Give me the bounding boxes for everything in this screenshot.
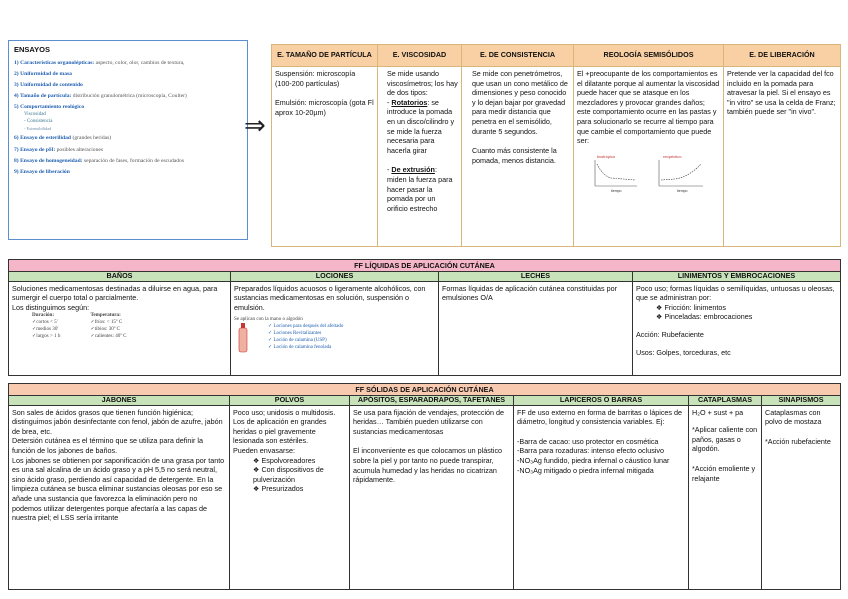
ensayo-item-1: 1) Características organolépticas: aspecto, color, olor, cambios de textura, xyxy=(14,60,185,66)
cataplasmas-p3: *Acción emoliente y relajante xyxy=(692,463,756,483)
graph2-curve xyxy=(661,164,701,180)
cell-sinapismos xyxy=(762,405,841,589)
consistencia-penetrometro: Se mide con penetrómetros, que usan un cono metálico de dimensiones y peso conocido y lo dejan bajar por gravedad para medir distancia que penetra en el semisólido, durante 5 segundos. xyxy=(472,69,568,136)
lapiceros-p4: -NO₃Ag fundido, piedra infernal o cáustico lunar xyxy=(517,455,670,465)
cell-linimentos xyxy=(633,281,841,375)
cell-jabones xyxy=(9,405,230,589)
sinapismos-p2: *Acción rubefaciente xyxy=(765,436,831,446)
lociones-item-1: ✓ Lociones para después del afeitado xyxy=(268,324,344,330)
graph2-axis-label: tiempo xyxy=(677,188,688,193)
cell-lapiceros xyxy=(514,405,689,589)
ff-liquidas-table xyxy=(8,259,841,376)
linimentos-def: Poco uso; formas líquidas o semilíquidas, untuosas u oleosas, que se administran por: xyxy=(636,283,835,303)
linimentos-usos: Usos: Golpes, torceduras, etc xyxy=(636,347,731,357)
header-polvos: POLVOS xyxy=(230,396,350,406)
particula-suspension: Suspensión: microscopía (100-200 partículas) xyxy=(275,69,356,88)
ensayo-item-3: 3) Uniformidad de contenido xyxy=(14,82,83,89)
polvos-p2: Los de aplicación en grandes heridas o piel gravemente lesionada son estériles. xyxy=(233,417,327,446)
jabones-p3: Los jabones se obtienen por saponificación de una grasa por tanto es una sal alcalina de un ácido graso y a pH 5,5 no será neutral, sino ácido graso, perdiendo así capacidad de detergente. En la limpieza cutánea se busca eliminar sustancias oleosas por eso se añade una sustancia que favorezca la eliminación pero no podemos utilizar detergentes porque afectaría a las capas de nuestra piel; el LSS sería irritante xyxy=(12,455,225,523)
sinapismos-p1: Cataplasmas con polvo de mostaza xyxy=(765,407,822,427)
linimentos-accion: Acción: Rubefaciente xyxy=(636,329,704,339)
lociones-item-3: ✓ Loción de calamina (USP) xyxy=(268,338,327,344)
right-arrow-icon: ⇒ xyxy=(244,110,266,140)
banos-duracion: Duración: ✓cortos < 5' ✓medios 30' ✓largos > 1 h xyxy=(32,312,61,340)
graph1-curve xyxy=(597,164,635,180)
banos-def: Soluciones medicamentosas destinadas a diluirse en agua, para sumergir el cuerpo total o parcialmente. xyxy=(12,283,218,303)
linimentos-item-1: ❖ Fricción: linimentos xyxy=(656,302,726,312)
header-tamano-particula: E. TAMAÑO DE PARTÍCULA xyxy=(272,45,378,67)
apositos-p1: Se usa para fijación de vendajes, protección de heridas… También pueden utilizarse con sustancias medicamentosas xyxy=(353,407,505,436)
ensayo-item-5: 5) Comportamiento reológico xyxy=(14,104,85,111)
polvos-p1: Poco uso; unidosis o multidosis. xyxy=(233,407,336,417)
reo-sub-viscosidad: Viscosidad xyxy=(24,112,46,118)
cell-apositos xyxy=(350,405,514,589)
polvos-p3: Pueden envasarse: xyxy=(233,445,295,455)
reologia-text: El +preocupante de los comportamientos es el dilatante porque al aumentar la viscosidad puede hacer que se atasque en los mezcladores y provocar grandes daños; este comportamiento ocurre en las pastas y para solucionarlo se recurre al tiempo para que cambie el comportamiento que puede ser: xyxy=(577,69,720,146)
banos-temperatura: Temperatura: ✓fríos: < 15º C ✓tibios: 30º C ✓calientes: 40º C xyxy=(90,312,127,340)
linimentos-item-2: ❖ Pinceladas: embrocaciones xyxy=(656,312,753,322)
graph-label-reopectico: reopéctico xyxy=(663,153,682,159)
cataplasmas-p2: *Aplicar caliente con paños, gasas o algodón. xyxy=(692,425,758,454)
header-liberacion: E. DE LIBERACIÓN xyxy=(724,45,841,67)
polvos-item-2: ❖ Con dispositivos de pulverización xyxy=(253,465,324,484)
viscosidad-rotatorios: - Rotatorios: se introduce la pomada en un disco/cilindro y se mide la fuerza necesaria para hacerla girar xyxy=(387,97,455,155)
cell-lociones xyxy=(231,281,439,375)
viscosidad-extrusion: - De extrusión: miden la fuerza para hacer pasar la pomada por un orificio estrecho xyxy=(387,165,453,213)
header-viscosidad: E. VISCOSIDAD xyxy=(378,45,462,67)
lapiceros-p1: FF de uso externo en forma de barritas o lápices de diámetro, longitud y consistencia variables. Ej: xyxy=(517,407,683,427)
header-jabones: JABONES xyxy=(9,396,230,406)
lapiceros-p5: -NO₃Ag mitigado o piedra infernal mitigada xyxy=(517,465,654,475)
ensayo-item-2: 2) Uniformidad de masa xyxy=(14,71,72,78)
cataplasmas-p1: H₂O + sust + pa xyxy=(692,407,744,417)
cell-consistencia xyxy=(462,67,574,247)
cell-liberacion xyxy=(724,67,841,247)
apositos-p2: El inconveniente es que colocamos un plástico sobre la piel y por tanto no puede transpirar, acumula humedad y las heridas no cicatrizan rápidamente. xyxy=(353,446,503,485)
reo-sub-extensibilidad: - Extensibilidad xyxy=(24,126,52,132)
lapiceros-p2: -Barra de cacao: uso protector en cosmética xyxy=(517,436,659,446)
lociones-def: Preparados líquidos acuosos o ligeramente alcohólicos, con sustancias medicamentosas en solución, suspensión o emulsión. xyxy=(234,283,426,312)
lotion-bottle-icon xyxy=(238,323,248,353)
graph1-axis-label: tiempo xyxy=(611,188,622,193)
cell-leches xyxy=(439,281,633,375)
lapiceros-p3: -Barra para rozaduras: intenso efecto oclusivo xyxy=(517,446,665,456)
ensayos-heading: ENSAYOS xyxy=(14,45,50,54)
header-consistencia: E. DE CONSISTENCIA xyxy=(462,45,574,67)
consistencia-conclusion: Cuanto más consistente la pomada, menos distancia. xyxy=(472,146,557,165)
leches-def: Formas líquidas de aplicación cutánea constituidas por emulsiones O/A xyxy=(442,283,617,303)
liquidas-title: FF LÍQUIDAS DE APLICACIÓN CUTÁNEA xyxy=(9,260,841,272)
polvos-item-1: ❖ Espolvoreadores xyxy=(253,455,316,465)
lociones-item-2: ✓ Lociones Revitalizantes xyxy=(268,331,322,337)
banos-criteria xyxy=(12,312,227,340)
ensayo-item-4: 4) Tamaño de partícula: distribución granulométrica (microscopía, Coulter) xyxy=(14,93,187,100)
lociones-list-wrap xyxy=(234,323,435,351)
cell-polvos xyxy=(230,405,350,589)
header-sinapismos: SINAPISMOS xyxy=(762,396,841,406)
ensayo-item-6: 6) Ensayo de esterilidad (grandes heridas) xyxy=(14,135,112,142)
lociones-aplicacion: Se aplican con la mano o algodón xyxy=(234,316,303,323)
cell-particula xyxy=(272,67,378,247)
ensayo-item-7: 7) Ensayo de pH: posibles alteraciones xyxy=(14,146,104,153)
ff-solidas-table xyxy=(8,383,841,590)
viscosidad-intro: Se mide usando viscosímetros; los hay de dos tipos: xyxy=(387,69,458,98)
polvos-item-3: ❖ Presurizados xyxy=(253,484,304,494)
ensayo-item-9: 9) Ensayo de liberación xyxy=(14,168,70,175)
header-lociones: LOCIONES xyxy=(231,272,439,282)
ensayos-panel xyxy=(8,40,248,240)
reo-sub-consistencia: - Consistencia xyxy=(24,119,53,125)
cell-reologia xyxy=(574,67,724,247)
header-reologia: REOLOGÍA SEMISÓLIDOS xyxy=(574,45,724,67)
jabones-p2: Detersión cutánea es el término que se utiliza para definir la función de los jabones de baños. xyxy=(12,436,203,455)
reologia-graph-svg xyxy=(577,152,717,194)
ensayos-detail-table xyxy=(271,44,841,247)
header-banos: BAÑOS xyxy=(9,272,231,282)
cell-banos xyxy=(9,281,231,375)
particula-emulsion: Emulsión: microscopía (gota Fl aprox 10-20µm) xyxy=(275,98,374,117)
jabones-p1: Son sales de ácidos grasos que tienen función higiénica; distinguimos jabón desinfectante con fenol, jabón de azufre, jabón de brea, etc. xyxy=(12,407,223,436)
header-linimentos: LINIMENTOS Y EMBROCACIONES xyxy=(633,272,841,282)
cell-cataplasmas xyxy=(689,405,762,589)
cell-viscosidad xyxy=(378,67,462,247)
header-apositos: APÓSITOS, ESPARADRAPOS, TAFETANES xyxy=(350,396,514,406)
header-lapiceros: LAPICEROS O BARRAS xyxy=(514,396,689,406)
header-cataplasmas: CATAPLASMAS xyxy=(689,396,762,406)
solidas-title: FF SÓLIDAS DE APLICACIÓN CUTÁNEA xyxy=(9,384,841,396)
liberacion-text: Pretende ver la capacidad del fco incluido en la pomada para atravesar la piel. Si el ensayo es "in vitro" se usa la celda de Franz; también puede ser "in vivo". xyxy=(727,69,836,117)
lociones-item-4: ✓ Loción de calamina fenolada xyxy=(268,345,332,351)
banos-distinguimos: Los distinguimos según: xyxy=(12,302,90,312)
header-leches: LECHES xyxy=(439,272,633,282)
ensayo-item-8: 8) Ensayo de homogeneidad: separación de fases, formación de escudados xyxy=(14,157,184,164)
reologia-graphs xyxy=(577,152,720,192)
graph-label-tixotropico: tixotrópico xyxy=(597,153,616,159)
